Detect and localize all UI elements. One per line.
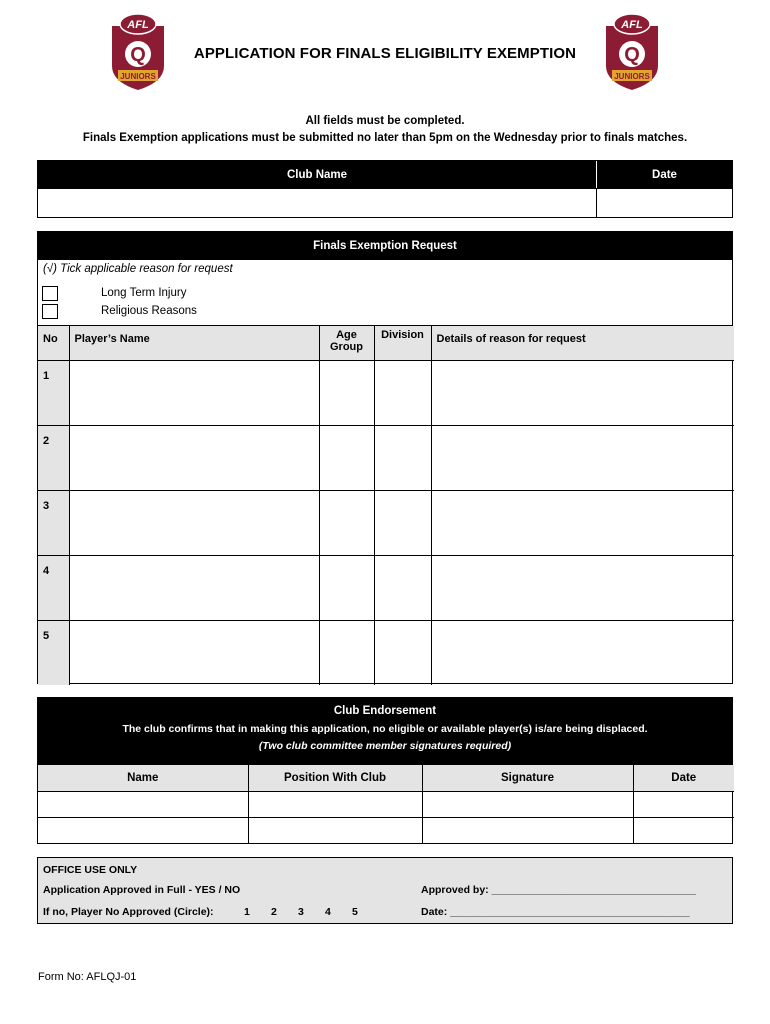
svg-text:AFL: AFL: [127, 19, 149, 31]
svg-text:Q: Q: [130, 44, 146, 66]
division-cell[interactable]: [374, 555, 431, 620]
col-position: Position With Club: [248, 765, 422, 791]
age-group-cell[interactable]: [319, 360, 374, 425]
division-cell[interactable]: [374, 425, 431, 490]
intro-line-2: Finals Exemption applications must be submitted no later than 5pm on the Wednesday prior to finals matches.: [82, 132, 688, 144]
age-group-cell[interactable]: [319, 425, 374, 490]
table-row: [38, 791, 734, 817]
player-number-3[interactable]: 3: [298, 906, 304, 918]
players-table: [38, 326, 734, 685]
col-signature: Signature: [422, 765, 633, 791]
office-date-field[interactable]: Date: _________________________________________: [421, 906, 690, 918]
division-cell[interactable]: [374, 490, 431, 555]
col-date: Date: [633, 765, 734, 791]
details-cell[interactable]: [431, 490, 734, 555]
table-row: [38, 360, 734, 425]
details-cell[interactable]: [431, 620, 734, 685]
approved-full-line: Application Approved in Full - YES / NO: [43, 884, 241, 896]
svg-text:Q: Q: [624, 44, 640, 66]
date-cell[interactable]: [633, 791, 734, 817]
details-cell[interactable]: [431, 425, 734, 490]
name-cell[interactable]: [38, 791, 248, 817]
checkbox[interactable]: [42, 286, 58, 301]
position-cell[interactable]: [248, 817, 422, 843]
intro-line-1: All fields must be completed.: [305, 115, 465, 127]
office-use-section: [37, 857, 733, 924]
row-number: 5: [38, 620, 69, 685]
row-number: 2: [38, 425, 69, 490]
col-player-name: Player’s Name: [69, 326, 319, 360]
date-field[interactable]: [597, 189, 732, 217]
office-use-title: OFFICE USE ONLY: [43, 864, 138, 876]
finals-exemption-section: [37, 231, 733, 684]
signature-cell[interactable]: [422, 817, 633, 843]
reason-label: Long Term Injury: [101, 287, 187, 299]
date-header: Date: [597, 161, 732, 188]
details-cell[interactable]: [431, 555, 734, 620]
approved-by-field[interactable]: Approved by: ___________________________________: [421, 884, 696, 896]
player-name-cell[interactable]: [69, 490, 319, 555]
details-cell[interactable]: [431, 360, 734, 425]
player-number-2[interactable]: 2: [271, 906, 277, 918]
endorsement-note: (Two club committee member signatures required): [258, 740, 512, 752]
table-row: [38, 425, 734, 490]
player-name-cell[interactable]: [69, 360, 319, 425]
col-division: Division: [374, 326, 431, 360]
svg-text:AFL: AFL: [621, 19, 643, 31]
player-number-4[interactable]: 4: [325, 906, 331, 918]
row-number: 3: [38, 490, 69, 555]
svg-text:JUNIORS: JUNIORS: [614, 72, 650, 81]
player-name-cell[interactable]: [69, 620, 319, 685]
date-cell[interactable]: [633, 817, 734, 843]
division-cell[interactable]: [374, 620, 431, 685]
player-name-cell[interactable]: [69, 555, 319, 620]
club-name-header: Club Name: [38, 161, 597, 188]
reason-tick-area: [38, 260, 732, 326]
signature-cell[interactable]: [422, 791, 633, 817]
row-number: 4: [38, 555, 69, 620]
col-details: Details of reason for request: [431, 326, 734, 360]
col-age-group: Age Group: [319, 326, 374, 360]
age-group-cell[interactable]: [319, 555, 374, 620]
endorsement-table: [38, 765, 734, 843]
name-cell[interactable]: [38, 817, 248, 843]
player-name-cell[interactable]: [69, 425, 319, 490]
endorsement-statement: The club confirms that in making this application, no eligible or available player(s) is/are being displaced.: [122, 723, 648, 735]
player-number-1[interactable]: 1: [244, 906, 250, 918]
division-cell[interactable]: [374, 360, 431, 425]
aflq-juniors-logo-right: [600, 12, 664, 92]
aflq-juniors-logo-left: [106, 12, 170, 92]
if-no-line: If no, Player No Approved (Circle):: [43, 906, 214, 918]
finals-section-title: Finals Exemption Request: [38, 232, 732, 260]
reason-label: Religious Reasons: [101, 305, 197, 317]
age-group-cell[interactable]: [319, 490, 374, 555]
table-row: [38, 555, 734, 620]
club-name-field[interactable]: [38, 189, 597, 217]
page-title: APPLICATION FOR FINALS ELIGIBILITY EXEMPTION: [193, 45, 577, 62]
table-row: [38, 620, 734, 685]
col-name: Name: [38, 765, 248, 791]
age-group-cell[interactable]: [319, 620, 374, 685]
row-number: 1: [38, 360, 69, 425]
col-no: No: [38, 326, 69, 360]
table-row: [38, 817, 734, 843]
endorsement-title: Club Endorsement: [333, 705, 437, 717]
form-number: Form No: AFLQJ-01: [38, 971, 137, 983]
table-row: [38, 490, 734, 555]
position-cell[interactable]: [248, 791, 422, 817]
reason-option-religious[interactable]: [42, 302, 197, 320]
player-number-5[interactable]: 5: [352, 906, 358, 918]
checkbox[interactable]: [42, 304, 58, 319]
reason-option-injury[interactable]: [42, 284, 186, 302]
club-endorsement-section: [37, 697, 733, 844]
club-info-section: [37, 160, 733, 218]
tick-instruction: (√) Tick applicable reason for request: [43, 263, 233, 275]
svg-text:JUNIORS: JUNIORS: [120, 72, 156, 81]
